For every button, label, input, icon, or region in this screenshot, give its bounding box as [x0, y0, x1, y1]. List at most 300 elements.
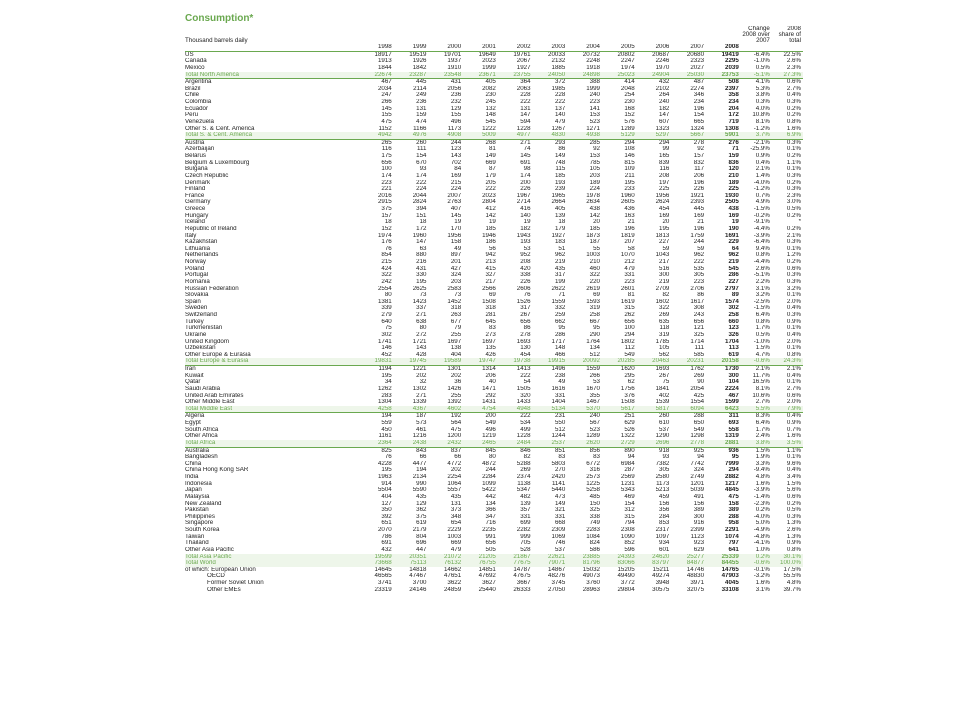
value-cell: 22674: [359, 72, 394, 79]
value-cell: 75: [384, 325, 392, 332]
value-cell: 1960: [620, 192, 635, 199]
value-cell: 559: [381, 420, 392, 426]
value-cell: 305: [659, 467, 670, 474]
value-cell: 1842: [412, 64, 427, 71]
value-cell: 1841: [655, 385, 670, 392]
value-cell: 24898: [567, 72, 602, 79]
value-cell: 81: [627, 292, 635, 299]
value-cell: 30575: [652, 586, 670, 593]
value-cell: 195: [624, 179, 635, 186]
value-cell: 262: [624, 312, 635, 318]
value-cell: 5817: [637, 406, 672, 413]
value-cell: 1946: [482, 232, 496, 239]
value-cell: 53: [523, 245, 531, 252]
value-cell: 148: [554, 345, 566, 352]
value-cell: 46565: [374, 573, 392, 580]
value-cell: 585: [693, 351, 705, 358]
share-cell: 2.0%: [786, 338, 801, 345]
table-row: [185, 527, 803, 534]
row-label: Other Asia Pacific: [185, 546, 234, 553]
share-cell: 0.2%: [786, 105, 801, 112]
value-cell: 20687: [652, 51, 670, 58]
value-cell: 667: [589, 318, 600, 325]
table-row: [185, 206, 803, 213]
table-row: [185, 126, 803, 133]
value-cell: 19519: [409, 51, 427, 58]
change-cell: 1.7%: [755, 426, 770, 433]
value-cell: 619: [728, 351, 739, 358]
value-cell: 165: [659, 153, 670, 159]
value-cell: 3622: [447, 580, 462, 586]
value-cell: 445: [693, 206, 705, 212]
value-cell: 192: [428, 413, 463, 420]
value-cell: 331: [554, 392, 566, 399]
value-cell: 206: [693, 172, 705, 179]
value-cell: 594: [520, 118, 531, 125]
change-cell: -4.8%: [753, 533, 770, 540]
value-cell: 47675: [513, 573, 531, 580]
value-cell: 140: [554, 112, 566, 119]
value-cell: 19: [488, 219, 496, 226]
value-cell: 1404: [551, 399, 566, 406]
share-cell: 1.5%: [786, 480, 801, 487]
value-cell: 212: [624, 259, 635, 265]
value-cell: 1074: [725, 533, 739, 540]
value-cell: 564: [450, 420, 462, 426]
value-cell: 4942: [359, 132, 394, 139]
value-cell: 185: [554, 172, 566, 179]
value-cell: 120: [728, 166, 739, 173]
value-cell: 5422: [482, 487, 496, 494]
value-cell: 260: [394, 139, 429, 146]
value-cell: 169: [693, 212, 705, 219]
value-cell: 474: [416, 118, 427, 125]
value-cell: 1616: [551, 385, 566, 392]
value-cell: 656: [520, 318, 531, 325]
table-row: [185, 373, 803, 380]
change-cell: 0.2%: [741, 554, 772, 561]
value-cell: 5297: [637, 132, 672, 139]
change-cell: -0.6%: [741, 358, 772, 365]
row-label: Greece: [185, 206, 206, 212]
value-cell: 2007: [447, 192, 462, 199]
row-label: Lithuania: [185, 245, 211, 252]
value-cell: 2067: [516, 58, 531, 65]
value-cell: 155: [381, 112, 392, 119]
value-cell: 1304: [377, 399, 392, 406]
value-cell: 1141: [551, 480, 566, 487]
value-cell: 923: [693, 540, 705, 547]
value-cell: 1508: [482, 298, 496, 305]
change-cell: -1.0%: [753, 338, 770, 345]
value-cell: 934: [659, 540, 670, 547]
value-cell: 269: [520, 467, 531, 474]
value-cell: 467: [359, 79, 394, 86]
value-cell: 2070: [377, 527, 392, 533]
share-cell: 0.1%: [786, 379, 801, 386]
value-cell: 6423: [706, 406, 741, 413]
value-cell: 436: [624, 206, 635, 212]
value-cell: 24393: [602, 554, 637, 561]
value-cell: 1323: [655, 125, 670, 132]
value-cell: 40: [488, 379, 496, 386]
value-cell: 2438: [394, 440, 429, 447]
share-cell: 2.1%: [786, 232, 801, 239]
value-cell: 1496: [533, 366, 568, 373]
value-cell: 1602: [655, 298, 670, 305]
value-cell: 6094: [671, 406, 706, 413]
value-cell: 271: [498, 139, 533, 146]
table-row: [185, 259, 803, 266]
value-cell: 54: [523, 379, 531, 386]
change-cell: -1.0%: [753, 58, 770, 65]
change-cell: 3.1%: [755, 586, 770, 593]
change-cell: 3.1%: [755, 285, 770, 292]
value-cell: 317: [520, 305, 531, 312]
share-cell: 0.1%: [786, 292, 801, 299]
value-cell: 231: [533, 413, 568, 420]
value-cell: 668: [554, 520, 566, 527]
value-cell: 196: [693, 105, 705, 112]
value-cell: 23548: [428, 72, 463, 79]
share-cell: 27.3%: [772, 72, 803, 79]
year-header-blank: [185, 44, 359, 51]
row-label: Netherlands: [185, 252, 219, 259]
value-cell: 20802: [617, 51, 635, 58]
value-cell: 362: [416, 507, 427, 514]
value-cell: 2432: [428, 440, 463, 447]
value-cell: 324: [450, 272, 462, 279]
table-row: [185, 427, 803, 434]
value-cell: 373: [450, 507, 462, 514]
value-cell: 23319: [374, 586, 392, 593]
value-cell: 222: [498, 413, 533, 420]
value-cell: 1721: [412, 338, 427, 345]
value-cell: 1262: [377, 385, 392, 392]
value-cell: 228: [520, 92, 531, 99]
value-cell: 2505: [725, 199, 739, 206]
value-cell: 1084: [586, 533, 600, 540]
value-cell: 914: [381, 480, 392, 487]
change-cell: 3.8%: [741, 440, 772, 447]
value-cell: 4602: [428, 406, 463, 413]
row-label: Azerbaijan: [185, 146, 215, 153]
value-cell: 20680: [686, 51, 705, 58]
value-cell: 330: [416, 272, 427, 279]
value-cell: 131: [520, 105, 531, 112]
change-cell: 0.8%: [755, 318, 770, 325]
value-cell: 182: [659, 105, 670, 112]
value-cell: 550: [554, 420, 566, 426]
value-cell: 5213: [655, 487, 670, 494]
value-cell: 1762: [671, 366, 706, 373]
change-cell: 3.3%: [755, 460, 770, 467]
value-cell: 460: [589, 265, 600, 272]
value-cell: 5039: [690, 487, 705, 494]
value-cell: 146: [624, 153, 635, 159]
value-cell: 285: [567, 139, 602, 146]
value-cell: 794: [624, 520, 635, 527]
value-cell: 1693: [637, 366, 672, 373]
value-cell: 155: [450, 112, 462, 119]
year-header: 2005: [602, 44, 637, 51]
table-row: [185, 547, 803, 554]
value-cell: 14662: [443, 566, 462, 573]
value-cell: 163: [624, 212, 635, 219]
value-cell: 1956: [447, 232, 462, 239]
value-cell: 1697: [482, 338, 496, 345]
total-row: [185, 554, 803, 561]
share-cell: 1.1%: [772, 447, 803, 454]
value-cell: 435: [450, 493, 462, 500]
change-cell: -9.1%: [753, 219, 770, 226]
value-cell: 19649: [478, 51, 496, 58]
value-cell: 19915: [533, 358, 568, 365]
value-cell: 442: [485, 493, 496, 500]
value-cell: 487: [671, 79, 706, 86]
table-row: [185, 447, 803, 454]
value-cell: 991: [485, 533, 496, 540]
value-cell: 223: [589, 99, 600, 105]
value-cell: 48276: [548, 573, 566, 580]
share-cell: 100.0%: [772, 560, 803, 567]
value-cell: 512: [554, 426, 566, 433]
value-cell: 5370: [567, 406, 602, 413]
value-cell: 388: [567, 79, 602, 86]
value-cell: 142: [589, 212, 600, 219]
table-row: [185, 213, 803, 220]
row-label: France: [185, 192, 205, 199]
table-row: [185, 520, 803, 527]
value-cell: 2399: [690, 527, 705, 533]
change-cell: 1.7%: [755, 325, 770, 332]
value-cell: 339: [381, 305, 392, 312]
value-cell: 83: [593, 454, 600, 461]
value-cell: 2763: [447, 199, 462, 206]
value-cell: 244: [693, 239, 705, 246]
value-cell: 318: [485, 305, 496, 312]
value-cell: 243: [693, 312, 705, 318]
value-cell: 1069: [551, 533, 566, 540]
value-cell: 2056: [447, 85, 462, 92]
share-cell: 0.2%: [786, 212, 801, 219]
row-label: Ecuador: [185, 105, 209, 112]
share-cell: 0.1%: [786, 245, 801, 252]
value-cell: 479: [554, 118, 566, 125]
value-cell: 2778: [671, 440, 706, 447]
value-cell: 147: [659, 112, 670, 119]
share-cell: 0.4%: [786, 467, 801, 474]
change-cell: -3.9%: [753, 487, 770, 494]
change-cell: -5.1%: [753, 272, 770, 279]
change-cell: -2.5%: [753, 298, 770, 305]
share-cell: 0.3%: [786, 172, 801, 179]
change-cell: 1.6%: [755, 580, 770, 586]
value-cell: 225: [659, 186, 670, 193]
value-cell: 447: [416, 546, 427, 553]
value-cell: 705: [520, 540, 531, 547]
value-cell: 1222: [482, 125, 496, 132]
unit-label: Thousand barrels daily: [185, 37, 248, 44]
value-cell: 19747: [463, 358, 498, 365]
value-cell: 428: [416, 351, 427, 358]
value-cell: 662: [554, 318, 566, 325]
value-cell: 5803: [551, 460, 566, 467]
row-label: Chile: [185, 92, 200, 99]
share-cell: 0.6%: [786, 265, 801, 272]
change-cell: 1.5%: [755, 345, 770, 352]
value-cell: 234: [693, 99, 705, 105]
value-cell: 199: [554, 278, 566, 285]
share-cell: 2.3%: [786, 192, 801, 199]
change-cell: -0.6%: [741, 560, 772, 567]
change-cell: -0.2%: [753, 212, 770, 219]
value-cell: 94: [627, 454, 635, 461]
value-cell: 407: [450, 206, 462, 212]
value-cell: 82: [662, 292, 670, 299]
table-row: [185, 507, 803, 514]
value-cell: 573: [416, 420, 427, 426]
value-cell: 224: [589, 186, 600, 193]
table-row: [185, 92, 803, 99]
value-cell: 227: [728, 278, 739, 285]
row-label: Hungary: [185, 212, 209, 219]
value-cell: 952: [520, 252, 531, 259]
row-label: China Hong Kong SAR: [185, 467, 249, 474]
value-cell: 238: [554, 372, 566, 379]
value-cell: 3741: [377, 580, 392, 586]
value-cell: 324: [693, 467, 705, 474]
value-cell: 2714: [516, 199, 531, 206]
value-cell: 454: [659, 206, 670, 212]
share-cell: 39.7%: [783, 586, 801, 593]
value-cell: 19599: [359, 554, 394, 561]
row-label: Turkmenistan: [185, 325, 223, 332]
value-cell: 1216: [412, 433, 427, 440]
table-row: [185, 58, 803, 65]
value-cell: 4908: [428, 132, 463, 139]
value-cell: 49073: [582, 573, 600, 580]
value-cell: 2709: [655, 285, 670, 292]
value-cell: 269: [693, 372, 705, 379]
value-cell: 1926: [412, 58, 427, 65]
year-header: 2007: [671, 44, 706, 51]
value-cell: 549: [624, 351, 635, 358]
value-cell: 145: [381, 105, 392, 112]
value-cell: 224: [416, 186, 427, 193]
value-cell: 80: [419, 325, 427, 332]
value-cell: 702: [450, 159, 462, 166]
table-row: [185, 487, 803, 494]
value-cell: 179: [554, 225, 566, 232]
value-cell: 942: [485, 252, 496, 259]
value-cell: 512: [589, 351, 600, 358]
row-label: Total Middle East: [185, 406, 359, 413]
value-cell: 416: [520, 206, 531, 212]
change-cell: 2.6%: [755, 265, 770, 272]
value-cell: 2179: [412, 527, 427, 533]
share-cell: 0.4%: [786, 331, 801, 338]
share-cell: 2.0%: [786, 298, 801, 305]
value-cell: 251: [602, 413, 637, 420]
value-cell: 2134: [412, 474, 427, 480]
value-cell: 227: [659, 239, 670, 246]
value-cell: 179: [485, 172, 496, 179]
value-cell: 5343: [620, 487, 635, 494]
row-label: Brazil: [185, 85, 201, 92]
value-cell: 326: [728, 331, 739, 338]
change-cell: -0.1%: [753, 566, 770, 573]
value-cell: 153: [589, 153, 600, 159]
value-cell: 259: [554, 312, 566, 318]
value-cell: 4772: [447, 460, 462, 467]
value-cell: 1161: [378, 433, 392, 440]
total-row: [185, 72, 803, 79]
value-cell: 1426: [447, 385, 462, 392]
value-cell: 852: [624, 540, 635, 547]
value-cell: 2027: [690, 64, 705, 71]
value-cell: 2016: [377, 192, 392, 199]
value-cell: 19: [523, 219, 531, 226]
value-cell: 479: [624, 265, 635, 272]
value-cell: 211: [624, 172, 635, 179]
value-cell: 14746: [686, 566, 705, 573]
table-row: [185, 305, 803, 312]
value-cell: 131: [416, 105, 427, 112]
value-cell: 1217: [725, 480, 739, 487]
value-cell: 244: [428, 139, 463, 146]
value-cell: 1910: [447, 64, 462, 71]
value-cell: 3772: [620, 580, 635, 586]
table-row: [185, 501, 803, 508]
value-cell: 134: [485, 500, 496, 507]
value-cell: 1301: [428, 366, 463, 373]
value-cell: 156: [659, 500, 670, 507]
row-label: United Kingdom: [185, 338, 230, 345]
share-cell: 0.1%: [786, 325, 801, 332]
table-row: [185, 272, 803, 279]
change-cell: 2.2%: [755, 278, 770, 285]
value-cell: 221: [381, 186, 392, 193]
value-cell: 74: [523, 146, 531, 153]
value-cell: 496: [485, 426, 496, 433]
value-cell: 485: [589, 493, 600, 500]
value-cell: 87: [488, 166, 496, 173]
value-cell: 24859: [443, 586, 462, 593]
value-cell: 2308: [620, 527, 635, 533]
share-cell: 9.6%: [786, 460, 801, 467]
value-cell: 2706: [690, 285, 705, 292]
value-cell: 172: [416, 225, 427, 232]
value-cell: 79: [454, 325, 462, 332]
value-cell: 158: [450, 239, 462, 246]
share-cell: 0.7%: [786, 426, 801, 433]
value-cell: 100: [624, 325, 635, 332]
value-cell: 424: [381, 265, 392, 272]
value-cell: 6984: [620, 460, 635, 467]
value-cell: 95: [593, 325, 600, 332]
value-cell: 2606: [516, 285, 531, 292]
share-cell: 0.6%: [786, 392, 801, 399]
value-cell: 148: [485, 112, 496, 119]
value-cell: 98: [523, 166, 531, 173]
value-cell: 229: [728, 239, 739, 246]
table-row: [185, 139, 803, 146]
value-cell: 5901: [706, 132, 741, 139]
value-cell: 190: [728, 225, 739, 232]
change-cell: 0.7%: [755, 192, 770, 199]
change-cell: 10.6%: [752, 392, 770, 399]
